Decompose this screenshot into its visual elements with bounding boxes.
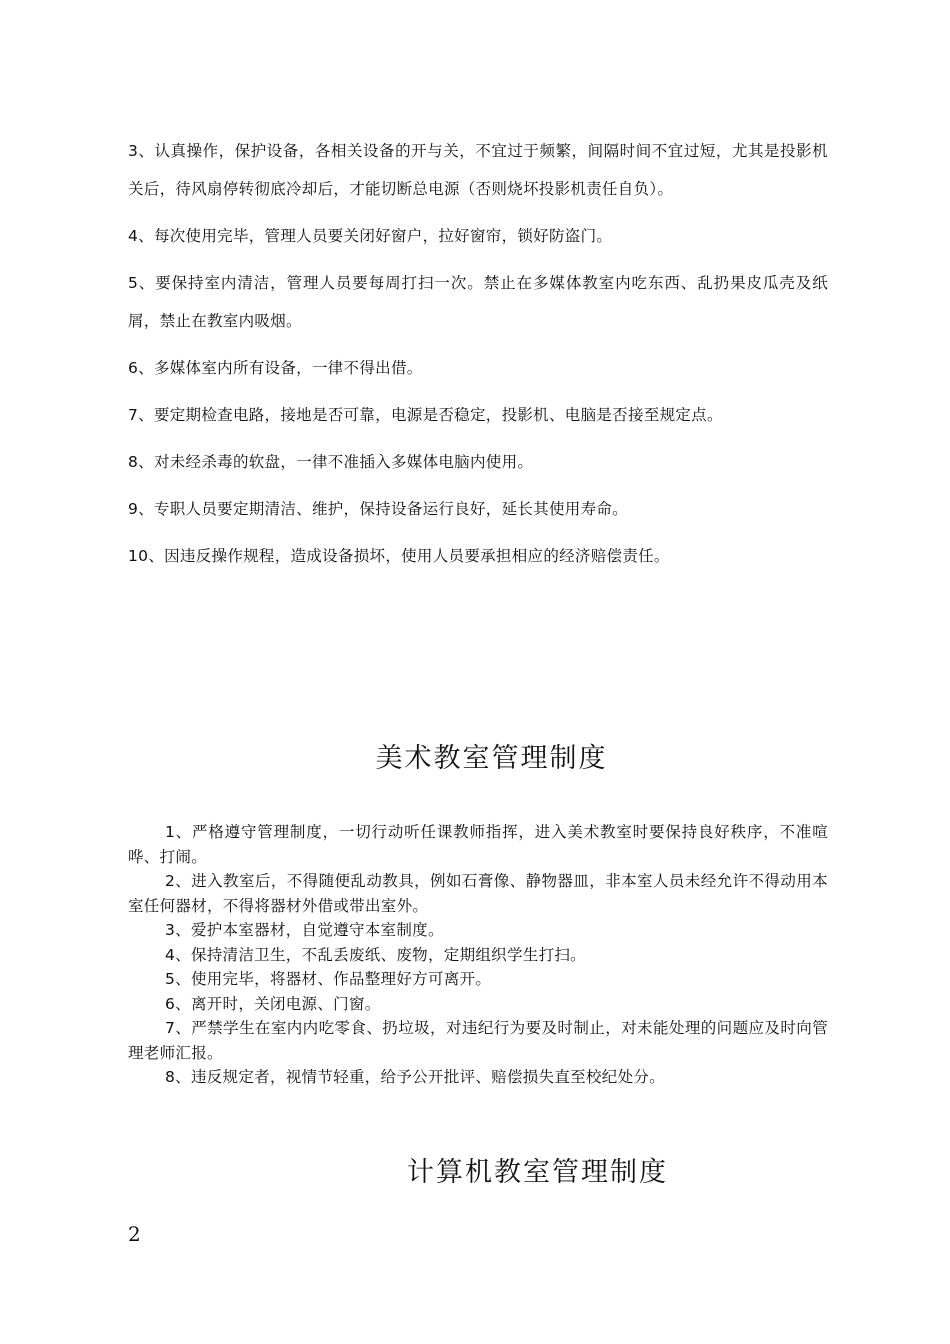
rule-item: 5、要保持室内清洁，管理人员要每周打扫一次。禁止在多媒体教室内吃东西、乱扔果皮瓜壳及纸屑，禁止在教室内吸烟。 (128, 274, 828, 330)
rule-item: 7、要定期检查电路，接地是否可靠，电源是否稳定，投影机、电脑是否接至规定点。 (128, 406, 723, 424)
art-rule-item: 6、离开时，关闭电源、门窗。 (165, 994, 381, 1013)
art-room-title: 美术教室管理制度 (375, 743, 608, 774)
rule-item: 4、每次使用完毕，管理人员要关闭好窗户，拉好窗帘，锁好防盗门。 (128, 227, 613, 245)
art-rule-item: 2、进入教室后，不得随便乱动教具，例如石膏像、静物器皿，非本室人员未经允许不得动用本室任何器材，不得将器材外借或带出室外。 (128, 872, 828, 915)
art-rule-item: 3、爱护本室器材，自觉遵守本室制度。 (165, 921, 444, 939)
rule-item: 10、因违反操作规程，造成设备损坏，使用人员要承担相应的经济赔偿责任。 (128, 547, 670, 565)
art-rule-item: 4、保持清洁卫生，不乱丢废纸、废物，定期组织学生打扫。 (165, 945, 586, 964)
rule-item: 8、对未经杀毒的软盘，一律不准插入多媒体电脑内使用。 (128, 453, 534, 471)
art-room-rules-list (128, 820, 828, 1090)
page-number: 2 (128, 1222, 141, 1246)
computer-room-title: 计算机教室管理制度 (407, 1157, 668, 1188)
rule-item: 6、多媒体室内所有设备，一律不得出借。 (128, 359, 423, 377)
art-rule-item: 5、使用完毕，将器材、作品整理好方可离开。 (165, 970, 492, 988)
art-rule-item: 7、严禁学生在室内内吃零食、扔垃圾，对违纪行为要及时制止，对未能处理的问题应及时向管理老师汇报。 (128, 1019, 828, 1062)
rule-item: 3、认真操作，保护设备，各相关设备的开与关，不宜过于频繁，间隔时间不宜过短，尤其是投影机关后，待风扇停转彻底冷却后，才能切断总电源（否则烧坏投影机责任自负）。 (128, 142, 828, 198)
rule-item: 9、专职人员要定期清洁、维护，保持设备运行良好，延长其使用寿命。 (128, 500, 628, 518)
multimedia-rules-list (128, 132, 828, 584)
art-rule-item: 8、违反规定者，视情节轻重，给予公开批评、赔偿损失直至校纪处分。 (165, 1068, 665, 1086)
art-rule-item: 1、严格遵守管理制度，一切行动听任课教师指挥，进入美术教室时要保持良好秩序，不准喧哗、打闹。 (128, 823, 828, 866)
